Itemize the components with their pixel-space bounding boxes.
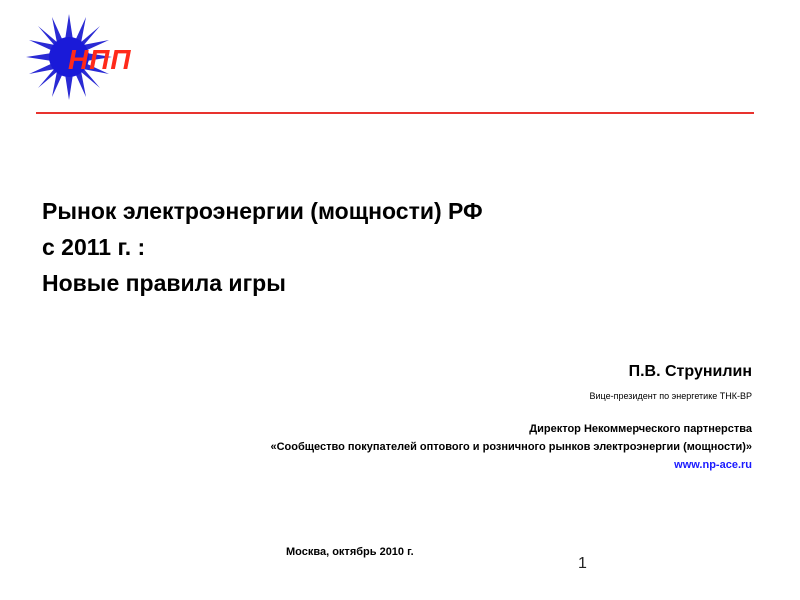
author-block — [112, 360, 752, 474]
title-line-1: Рынок электроэнергии (мощности) РФ — [42, 198, 483, 224]
organization-url[interactable]: www.np-ace.ru — [674, 459, 752, 471]
author-role: Вице-президент по энергетике ТНК-ВР — [589, 391, 752, 401]
title-line-2: с 2011 г. : — [42, 234, 146, 260]
header-divider — [36, 112, 754, 114]
title-line-3: Новые правила игры — [42, 270, 286, 296]
slide-title — [42, 193, 742, 301]
company-logo — [24, 12, 134, 102]
organization-name: «Сообщество покупателей оптового и розничного рынков электроэнергии (мощности)» — [270, 441, 752, 453]
author-name: П.В. Струнилин — [628, 363, 752, 380]
organization-position: Директор Некоммерческого партнерства — [529, 423, 752, 435]
place-date: Москва, октябрь 2010 г. — [286, 546, 414, 558]
logo-text: НПП — [68, 44, 132, 75]
slide-number: 1 — [578, 555, 587, 572]
